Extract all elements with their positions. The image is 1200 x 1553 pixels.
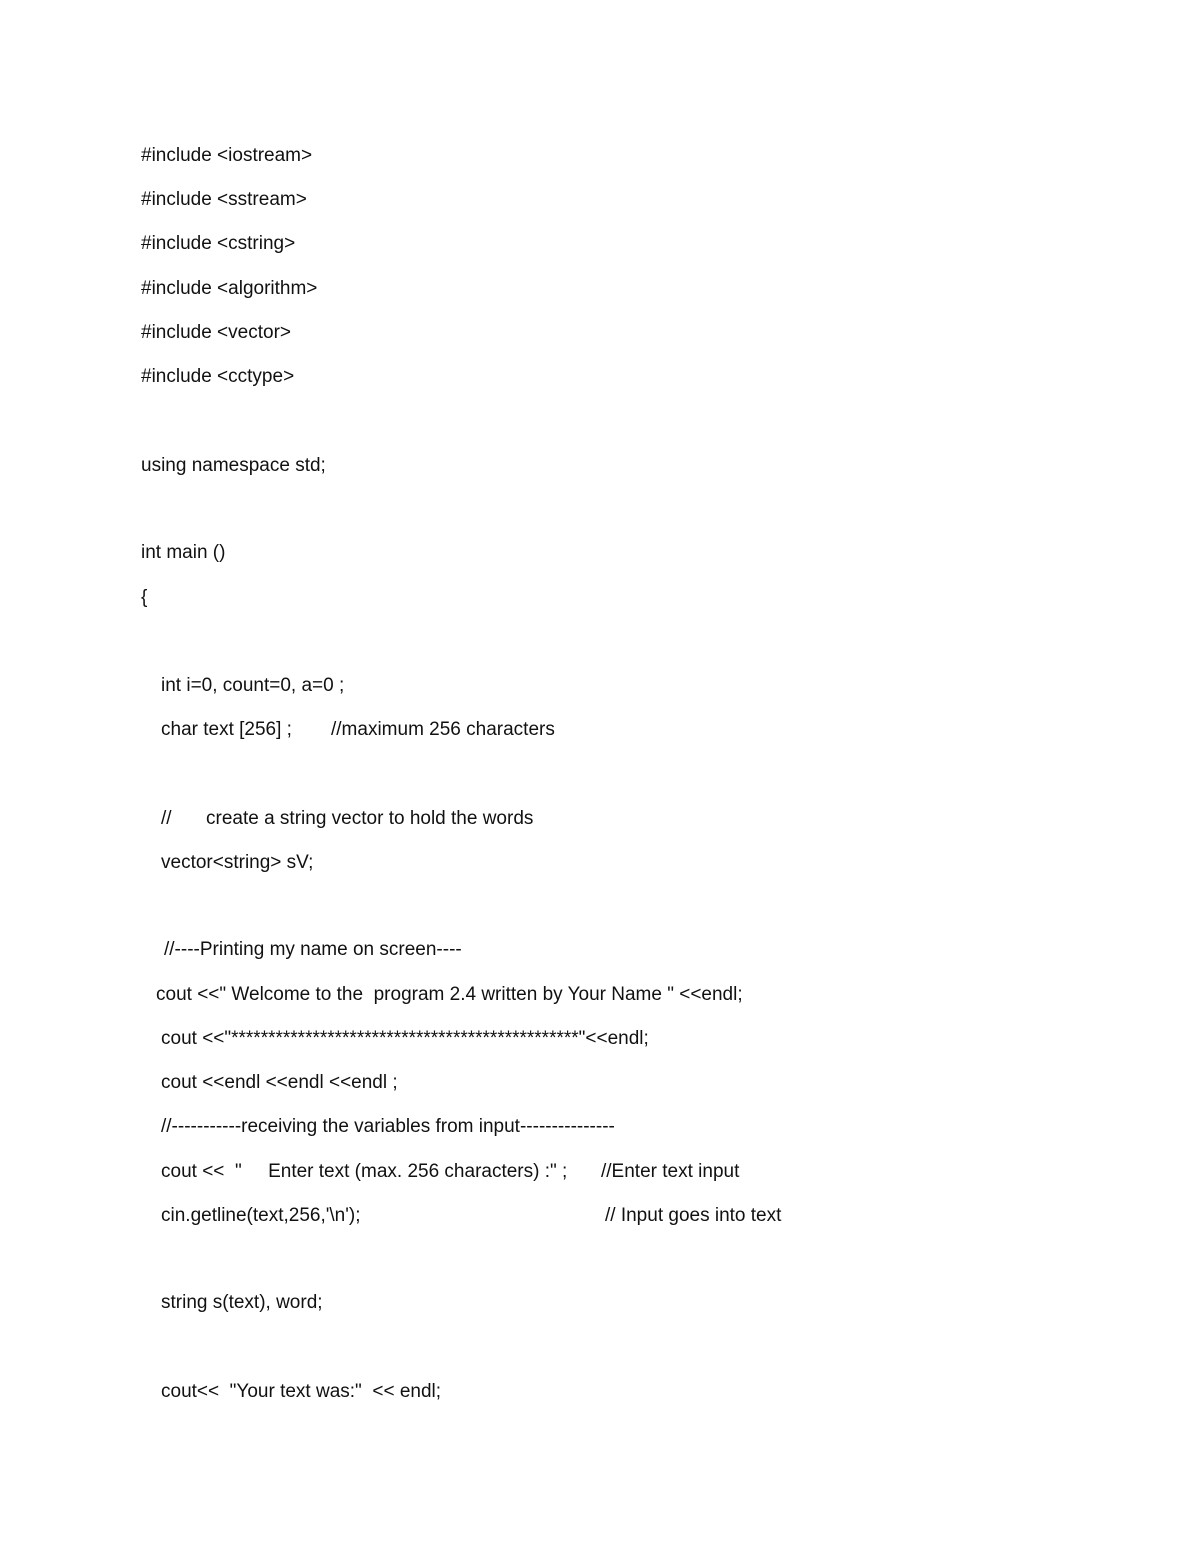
cout-enter-comment: //Enter text input [601,1161,740,1182]
cout-endls-line: cout <<endl <<endl <<endl ; [161,1072,398,1093]
cout-stars-line: cout <<"***********************************************"<<endl; [161,1028,649,1049]
using-namespace-line: using namespace std; [141,455,326,476]
cout-enter-line: cout << " Enter text (max. 256 characters) :" ; [161,1161,568,1182]
declare-vector-line: vector<string> sV; [161,852,314,873]
declare-text-comment: //maximum 256 characters [331,719,555,740]
main-signature-line: int main () [141,542,226,563]
vector-comment-text: create a string vector to hold the words [206,808,534,829]
include-cctype-line: #include <cctype> [141,366,295,387]
cin-getline-comment: // Input goes into text [605,1205,782,1226]
print-name-comment: //----Printing my name on screen---- [164,939,462,960]
declare-text-line: char text [256] ; [161,719,292,740]
declare-string-line: string s(text), word; [161,1292,323,1313]
open-brace-line: { [141,587,148,608]
receiving-comment: //-----------receiving the variables from input--------------- [161,1116,615,1137]
cout-welcome-line: cout <<" Welcome to the program 2.4 written by Your Name " <<endl; [156,984,743,1005]
cout-your-text-line: cout<< "Your text was:" << endl; [161,1381,442,1402]
include-iostream-line: #include <iostream> [141,145,313,166]
include-cstring-line: #include <cstring> [141,233,296,254]
vector-comment-slash: // [161,808,172,829]
include-vector-line: #include <vector> [141,322,291,343]
declare-ints-line: int i=0, count=0, a=0 ; [161,675,345,696]
include-sstream-line: #include <sstream> [141,189,307,210]
include-algorithm-line: #include <algorithm> [141,278,318,299]
cin-getline-line: cin.getline(text,256,'\n'); [161,1205,361,1226]
